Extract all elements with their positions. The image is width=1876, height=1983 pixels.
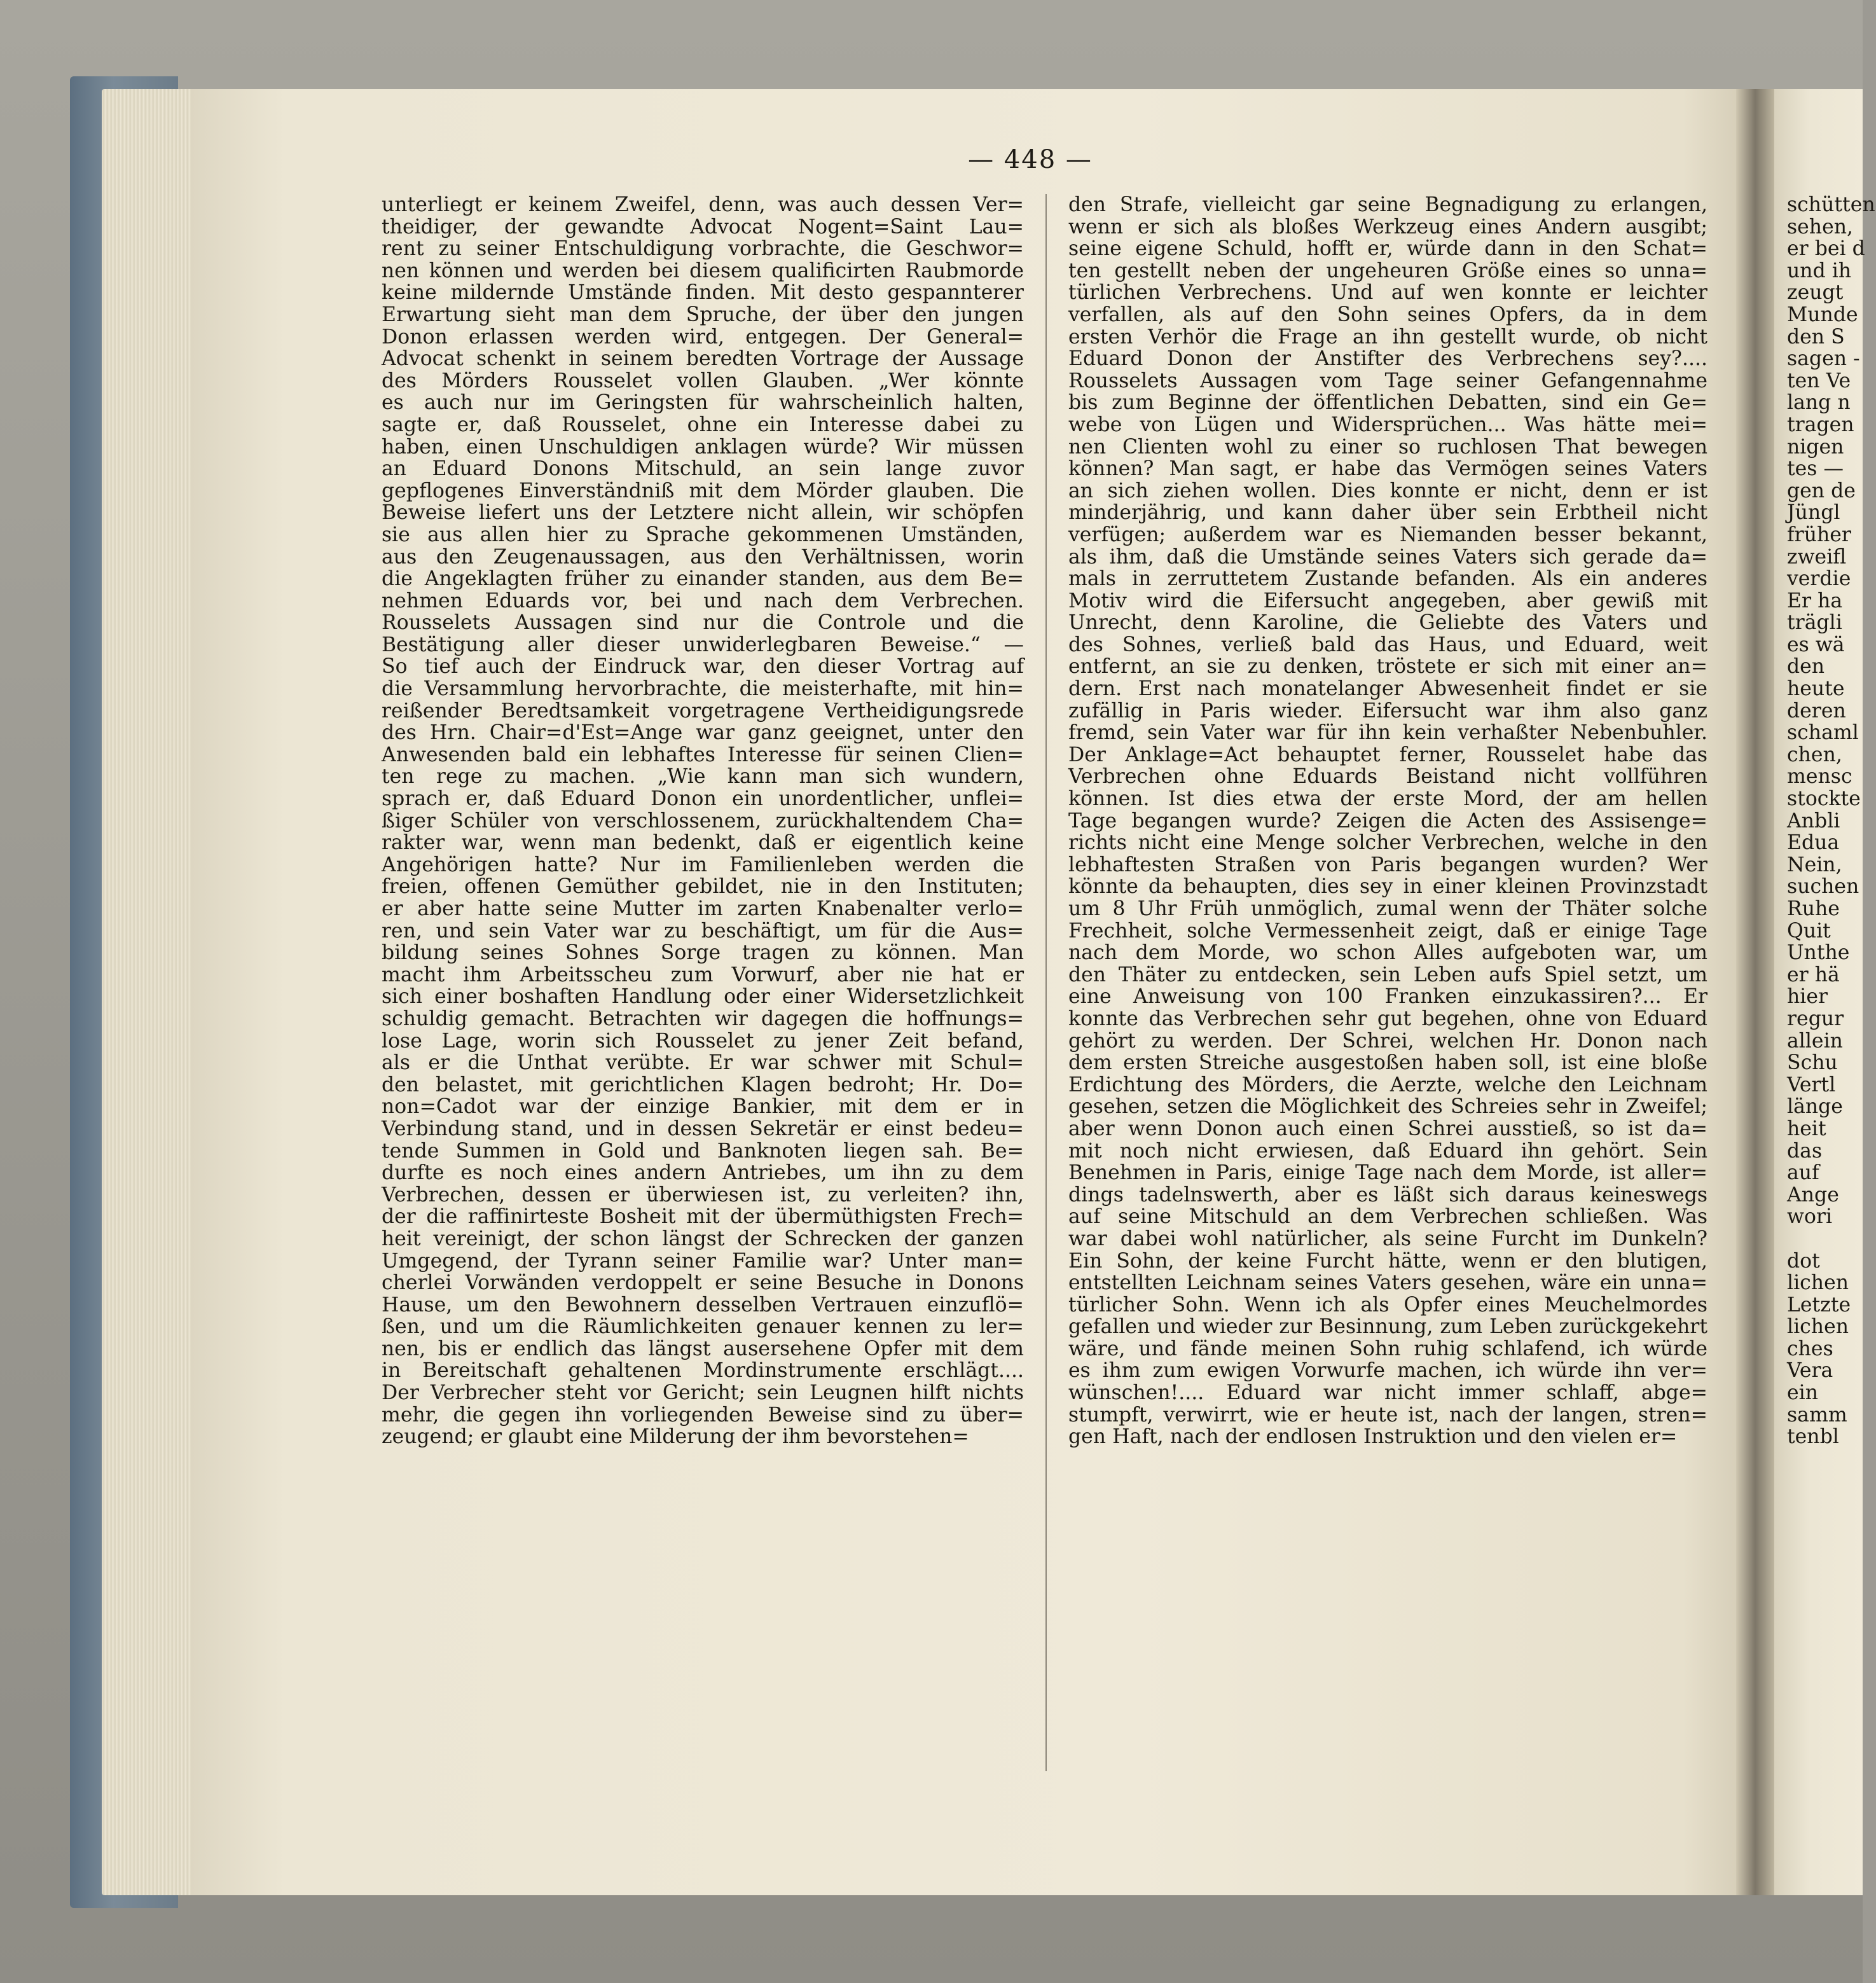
text-line: ßen, und um die Räumlichkeiten genauer kennen zu ler= xyxy=(382,1315,1024,1339)
text-line: zweifl xyxy=(1787,545,1847,569)
text-line: freien, offenen Gemüther gebildet, nie in den Instituten; xyxy=(382,875,1024,899)
text-line: verfallen, als auf den Sohn seines Opfers, da in dem xyxy=(1068,303,1707,326)
text-line: keine mildernde Umstände finden. Mit desto gespannterer xyxy=(382,281,1024,305)
text-line: lichen xyxy=(1787,1271,1849,1295)
text-line: Vertl xyxy=(1787,1073,1836,1096)
text-line: auf seine Mitschuld an dem Verbrechen schließen. Was xyxy=(1068,1205,1707,1229)
text-line: schuldig gemacht. Betrachten wir dagegen die hoffnungs= xyxy=(382,1007,1024,1030)
text-line: unterliegt er keinem Zweifel, denn, was auch dessen Ver= xyxy=(382,193,1024,216)
text-line: Rousselets Aussagen vom Tage seiner Gefangennahme xyxy=(1068,369,1707,392)
text-line: eine Anweisung von 100 Franken einzukassiren?... Er xyxy=(1068,985,1707,1009)
text-line: ßiger Schüler von verschlossenem, zurückhaltendem Cha= xyxy=(382,809,1024,833)
text-line: nach dem Morde, wo schon Alles aufgeboten war, um xyxy=(1068,941,1707,965)
text-line: hier xyxy=(1787,985,1828,1009)
text-line: cherlei Vorwänden verdoppelt er seine Besuche in Donons xyxy=(382,1271,1024,1295)
text-line: rakter war, wenn man bedenkt, daß er eigentlich keine xyxy=(382,831,1024,855)
text-line: regur xyxy=(1787,1007,1844,1030)
text-line: ten Ve xyxy=(1787,369,1851,392)
text-line: durfte es noch eines andern Antriebes, um ihn zu dem xyxy=(382,1161,1024,1185)
text-line: das xyxy=(1787,1139,1823,1163)
text-line: Verbrechen ohne Eduards Beistand nicht vollführen xyxy=(1068,765,1707,789)
text-line: Verbindung stand, und in dessen Sekretär er einst bedeu= xyxy=(382,1117,1024,1140)
text-line: Quit xyxy=(1787,919,1831,943)
text-line: konnte das Verbrechen sehr gut begehen, ohne von Eduard xyxy=(1068,1007,1707,1030)
text-line: heit xyxy=(1787,1117,1826,1140)
text-line: Nein, xyxy=(1787,853,1842,876)
text-line: gesehen, setzen die Möglichkeit des Schreies sehr in Zweifel; xyxy=(1068,1095,1707,1119)
text-line: Beweise liefert uns der Letztere nicht allein, wir schöpfen xyxy=(382,501,1024,525)
text-line: aber wenn Donon auch einen Schrei ausstieß, so ist da= xyxy=(1068,1117,1707,1140)
text-line: schaml xyxy=(1787,721,1859,745)
column-divider xyxy=(1045,194,1047,1771)
text-line: haben, einen Unschuldigen anklagen würde? Wir müssen xyxy=(382,435,1024,459)
text-line: Donon erlassen werden wird, entgegen. Der General= xyxy=(382,325,1024,349)
text-line: Angehörigen hatte? Nur im Familienleben werden die xyxy=(382,853,1024,876)
text-line: Hause, um den Bewohnern desselben Vertrauen einzuflö= xyxy=(382,1293,1024,1316)
text-line: Letzte xyxy=(1787,1293,1851,1316)
text-line: sprach er, daß Eduard Donon ein unordentlicher, unflei= xyxy=(382,787,1024,811)
text-line: rent zu seiner Entschuldigung vorbrachte, die Geschwor= xyxy=(382,237,1024,261)
text-line: um 8 Uhr Früh unmöglich, zumal wenn der Thäter solche xyxy=(1068,897,1707,920)
text-line: an sich ziehen wollen. Dies konnte er nicht, denn er ist xyxy=(1068,479,1707,502)
text-line: des Mörders Rousselet vollen Glauben. „Wer könnte xyxy=(382,369,1024,392)
text-line: webe von Lügen und Widersprüchen... Was hätte mei= xyxy=(1068,413,1707,436)
text-line: der die raffinirteste Bosheit mit der übermüthigsten Frech= xyxy=(382,1205,1024,1229)
text-line: nigen xyxy=(1787,435,1844,459)
text-line: die Versammlung hervorbrachte, die meisterhafte, mit hin= xyxy=(382,677,1024,701)
text-line: tes — xyxy=(1787,457,1844,481)
text-line: heit vereinigt, der schon längst der Schrecken der ganzen xyxy=(382,1227,1024,1250)
text-line: verdie xyxy=(1787,567,1851,591)
text-line: Unrecht, denn Karoline, die Geliebte des Vaters und xyxy=(1068,611,1707,635)
text-line: gefallen und wieder zur Besinnung, zum Leben zurückgekehrt xyxy=(1068,1315,1707,1339)
text-line: allein xyxy=(1787,1029,1843,1053)
text-line: wenn er sich als bloßes Werkzeug eines Andern ausgibt; xyxy=(1068,215,1707,238)
text-line: dings tadelnswerth, aber es läßt sich daraus keineswegs xyxy=(1068,1183,1707,1206)
text-line: ten rege zu machen. „Wie kann man sich wundern, xyxy=(382,765,1024,789)
text-line: des Sohnes, verließ bald das Haus, und Eduard, weit xyxy=(1068,633,1707,656)
text-line: er aber hatte seine Mutter im zarten Knabenalter verlo= xyxy=(382,897,1024,920)
text-line: türlicher Sohn. Wenn ich als Opfer eines Meuchelmordes xyxy=(1068,1293,1707,1316)
text-line: verfügen; außerdem war es Niemanden besser bekannt, xyxy=(1068,523,1707,546)
text-line: auf xyxy=(1787,1161,1819,1185)
text-line: Ein Sohn, der keine Furcht hätte, wenn er den blutigen, xyxy=(1068,1249,1707,1273)
text-line: Erwartung sieht man dem Spruche, der über den jungen xyxy=(382,303,1024,326)
text-line: nehmen Eduards vor, bei und nach dem Verbrechen. xyxy=(382,589,1024,612)
text-line: sagte er, daß Rousselet, ohne ein Interesse dabei zu xyxy=(382,413,1024,436)
text-line: Unthe xyxy=(1787,941,1850,965)
text-line: des Hrn. Chair=d'Est=Ange war ganz geeignet, unter den xyxy=(382,721,1024,745)
text-line: Frechheit, solche Vermessenheit zeigt, daß er einige Tage xyxy=(1068,919,1707,943)
text-line: Edua xyxy=(1787,831,1840,855)
text-line: es auch nur im Geringsten für wahrscheinlich halten, xyxy=(382,391,1024,415)
text-line: theidiger, der gewandte Advocat Nogent=Saint Lau= xyxy=(382,215,1024,238)
text-line: als er die Unthat verübte. Er war schwer mit Schul= xyxy=(382,1051,1024,1075)
text-line: Munde xyxy=(1787,303,1858,326)
text-line: Eduard Donon der Anstifter des Verbrechens sey?.... xyxy=(1068,347,1707,371)
text-line: trägli xyxy=(1787,611,1842,635)
text-line: lichen xyxy=(1787,1315,1849,1339)
text-line: stumpft, verwirrt, wie er heute ist, nach der langen, stren= xyxy=(1068,1403,1707,1427)
text-line: deren xyxy=(1787,699,1846,722)
text-line: Jüngl xyxy=(1787,501,1840,525)
text-line: war dabei wohl natürlicher, als seine Furcht im Dunkeln? xyxy=(1068,1227,1707,1250)
text-line: lebhaftesten Straßen von Paris begangen wurden? Wer xyxy=(1068,853,1707,876)
text-line: Erdichtung des Mörders, die Aerzte, welche den Leichnam xyxy=(1068,1073,1707,1096)
text-line: in Bereitschaft gehaltenen Mordinstrumente erschlägt.... xyxy=(382,1359,1024,1383)
text-line: den Strafe, vielleicht gar seine Begnadigung zu erlangen, xyxy=(1068,193,1707,216)
text-line: den Thäter zu entdecken, sein Leben aufs Spiel setzt, um xyxy=(1068,963,1707,986)
text-line: können. Ist dies etwa der erste Mord, der am hellen xyxy=(1068,787,1707,811)
text-line: den S xyxy=(1787,325,1845,349)
page-number: — 448 — xyxy=(968,145,1093,174)
text-line: Rousselets Aussagen sind nur die Controle und die xyxy=(382,611,1024,635)
text-line: es wä xyxy=(1787,633,1845,656)
text-line: sagen - xyxy=(1787,347,1860,371)
text-line: Bestätigung aller dieser unwiderlegbaren Beweise.“ — xyxy=(382,633,1024,656)
text-line: gen de xyxy=(1787,479,1856,502)
text-line: entfernt, an sie zu denken, tröstete er sich mit einer an= xyxy=(1068,655,1707,679)
text-line: gepflogenes Einverständniß mit dem Mörder glauben. Die xyxy=(382,479,1024,502)
text-line: wori xyxy=(1787,1205,1833,1229)
text-line: können? Man sagt, er habe das Vermögen seines Vaters xyxy=(1068,457,1707,481)
text-line: Er ha xyxy=(1787,589,1843,612)
text-line: türlichen Verbrechens. Und auf wen konnte er leichter xyxy=(1068,281,1707,305)
text-line: Ruhe xyxy=(1787,897,1840,920)
text-line: gehört zu werden. Der Schrei, welchen Hr. Donon nach xyxy=(1068,1029,1707,1053)
text-line: den belastet, mit gerichtlichen Klagen bedroht; Hr. Do= xyxy=(382,1073,1024,1096)
text-line: die Angeklagten früher zu einander standen, aus dem Be= xyxy=(382,567,1024,591)
text-line: So tief auch der Eindruck war, den dieser Vortrag auf xyxy=(382,655,1024,679)
facing-page-fragment xyxy=(1774,89,1875,1895)
text-line: er bei d xyxy=(1787,237,1865,261)
text-line: Ange xyxy=(1787,1183,1839,1206)
text-line: suchen xyxy=(1787,875,1859,899)
text-line: zufällig in Paris wieder. Eifersucht war ihm also ganz xyxy=(1068,699,1707,722)
text-line: Der Anklage=Act behauptet ferner, Rousselet habe das xyxy=(1068,743,1707,766)
text-line: mit noch nicht erwiesen, daß Eduard ihn gehört. Sein xyxy=(1068,1139,1707,1163)
text-line: Tage begangen wurde? Zeigen die Acten des Assisenge= xyxy=(1068,809,1707,833)
text-line: seine eigene Schuld, hofft er, würde dann in den Schat= xyxy=(1068,237,1707,261)
text-line: minderjährig, und kann daher über sein Erbtheil nicht xyxy=(1068,501,1707,525)
text-line: fremd, sein Vater war für ihn kein verhaßter Nebenbuhler. xyxy=(1068,721,1707,745)
text-line: früher xyxy=(1787,523,1851,546)
text-line: bildung seines Sohnes Sorge tragen zu können. Man xyxy=(382,941,1024,965)
text-line: nen können und werden bei diesem qualificirten Raubmorde xyxy=(382,259,1024,282)
text-line: mensc xyxy=(1787,765,1852,789)
text-line: lose Lage, worin sich Rousselet zu jener Zeit befand, xyxy=(382,1029,1024,1053)
text-line: schütten xyxy=(1787,193,1875,216)
text-line: tende Summen in Gold und Banknoten liegen sah. Be= xyxy=(382,1139,1024,1163)
text-line: ersten Verhör die Frage an ihn gestellt wurde, ob nicht xyxy=(1068,325,1707,349)
text-line: nen, bis er endlich das längst ausersehene Opfer mit dem xyxy=(382,1337,1024,1360)
text-line: zeugend; er glaubt eine Milderung der ihm bevorstehen= xyxy=(382,1425,969,1449)
text-line: Vera xyxy=(1787,1359,1833,1383)
text-line: den xyxy=(1787,655,1825,679)
text-line: mals in zerruttetem Zustande befanden. Als ein anderes xyxy=(1068,567,1707,591)
text-line: Anwesenden bald ein lebhaftes Interesse für seinen Clien= xyxy=(382,743,1024,766)
text-line: Verbrechen, dessen er überwiesen ist, zu verleiten? ihn, xyxy=(382,1183,1024,1206)
text-line: non=Cadot war der einzige Bankier, mit dem er in xyxy=(382,1095,1024,1119)
text-line: Motiv wird die Eifersucht angegeben, aber gewiß mit xyxy=(1068,589,1707,612)
text-line: dem ersten Streiche ausgestoßen haben soll, ist eine bloße xyxy=(1068,1051,1707,1075)
text-line: ren, und sein Vater war zu beschäftigt, um für die Aus= xyxy=(382,919,1024,943)
text-line: macht ihm Arbeitsscheu zum Vorwurf, aber nie hat er xyxy=(382,963,1024,986)
text-line: gen Haft, nach der endlosen Instruktion und den vielen er= xyxy=(1068,1425,1678,1449)
text-line: als ihm, daß die Umstände seines Vaters sich gerade da= xyxy=(1068,545,1707,569)
text-line: dern. Erst nach monatelanger Abwesenheit findet er sie xyxy=(1068,677,1707,701)
text-line: ein xyxy=(1787,1381,1819,1405)
book-gutter xyxy=(1736,89,1774,1895)
text-line: Der Verbrecher steht vor Gericht; sein Leugnen hilft nichts xyxy=(382,1381,1024,1405)
text-line: lang n xyxy=(1787,391,1851,415)
text-line: richts nicht eine Menge solcher Verbrechen, welche in den xyxy=(1068,831,1707,855)
text-column-facing xyxy=(1787,194,1876,1448)
text-line: ches xyxy=(1787,1337,1833,1360)
text-line: wünschen!.... Eduard war nicht immer schlaff, abge= xyxy=(1068,1381,1707,1405)
text-line xyxy=(1787,1228,1876,1250)
text-line: heute xyxy=(1787,677,1845,701)
text-line: sich einer boshaften Handlung oder einer Widersetzlichkeit xyxy=(382,985,1024,1009)
text-line: dot xyxy=(1787,1249,1820,1273)
text-line: samm xyxy=(1787,1403,1847,1427)
text-line: zeugt xyxy=(1787,281,1844,305)
text-line: wäre, und fände meinen Sohn ruhig schlafend, ich würde xyxy=(1068,1337,1707,1360)
text-line: tragen xyxy=(1787,413,1854,436)
text-line: Umgegend, der Tyrann seiner Familie war? Unter man= xyxy=(382,1249,1024,1273)
text-column-left xyxy=(382,194,1024,1448)
text-line: chen, xyxy=(1787,743,1842,766)
text-line: es ihm zum ewigen Vorwurfe machen, ich würde ihn ver= xyxy=(1068,1359,1707,1383)
text-line: nen Clienten wohl zu einer so ruchlosen That bewegen xyxy=(1068,435,1707,459)
text-line: Advocat schenkt in seinem beredten Vortrage der Aussage xyxy=(382,347,1024,371)
text-column-right xyxy=(1068,194,1707,1448)
text-line: er hä xyxy=(1787,963,1840,986)
text-line: sehen, xyxy=(1787,215,1854,238)
text-line: Schu xyxy=(1787,1051,1838,1075)
text-line: an Eduard Donons Mitschuld, an sein lange zuvor xyxy=(382,457,1024,481)
text-line: tenbl xyxy=(1787,1425,1839,1449)
text-line: bis zum Beginne der öffentlichen Debatten, sind ein Ge= xyxy=(1068,391,1707,415)
text-line: mehr, die gegen ihn vorliegenden Beweise sind zu über= xyxy=(382,1403,1024,1427)
text-line: stockte xyxy=(1787,787,1861,811)
text-line: sie aus allen hier zu Sprache gekommenen Umständen, xyxy=(382,523,1024,546)
text-line: und ih xyxy=(1787,259,1852,282)
text-line: ten gestellt neben der ungeheuren Größe eines so unna= xyxy=(1068,259,1707,282)
text-line: Anbli xyxy=(1787,809,1840,833)
text-line: länge xyxy=(1787,1095,1843,1119)
text-line: reißender Beredtsamkeit vorgetragene Vertheidigungsrede xyxy=(382,699,1024,722)
text-line: aus den Zeugenaussagen, aus den Verhältnissen, worin xyxy=(382,545,1024,569)
text-line: entstellten Leichnam seines Vaters gesehen, wäre ein unna= xyxy=(1068,1271,1707,1295)
text-line: könnte da behaupten, dies sey in einer kleinen Provinzstadt xyxy=(1068,875,1707,899)
text-line: Benehmen in Paris, einige Tage nach dem Morde, ist aller= xyxy=(1068,1161,1707,1185)
